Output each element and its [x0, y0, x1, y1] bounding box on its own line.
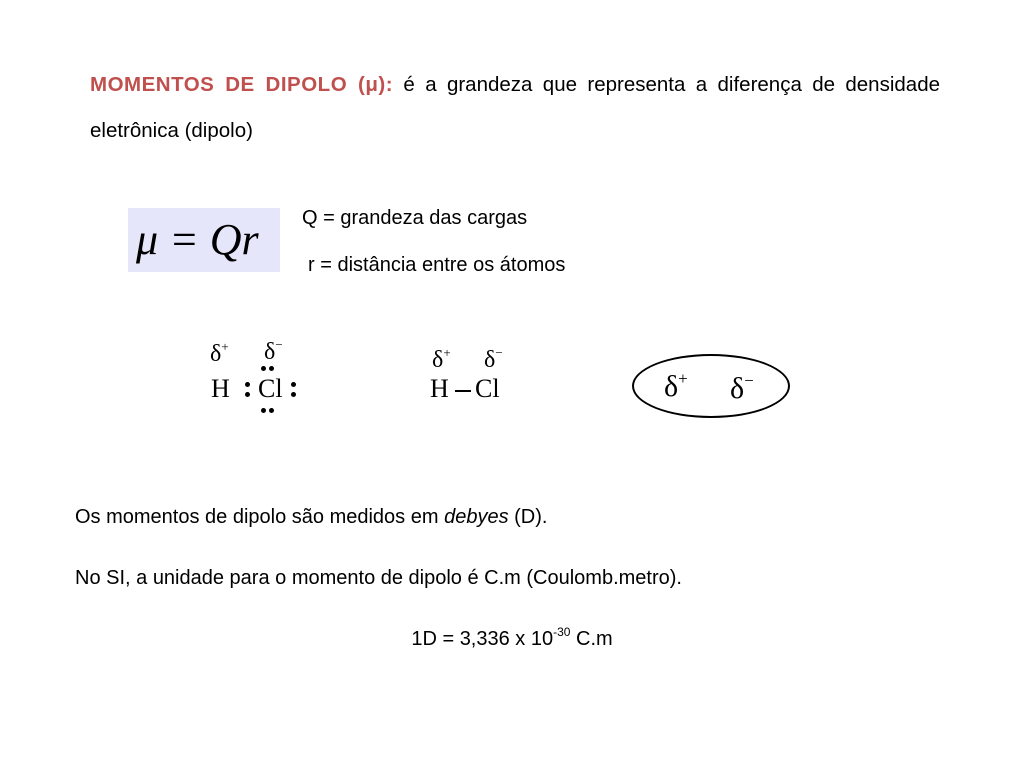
electron-dot [269, 366, 274, 371]
hydrogen-atom: H [211, 374, 230, 403]
electron-dot [261, 408, 266, 413]
covalent-bond [455, 390, 471, 392]
electron-dot [269, 408, 274, 413]
dipole-moment-definition: é a grandeza que representa a diferença de densidade eletrônica (dipolo) [90, 73, 940, 142]
conversion-equation: 1D = 3,336 x $10^{-30}$ C.m [411, 625, 613, 650]
electron-dot [291, 382, 296, 387]
delta-plus-label: δ+ [432, 345, 451, 373]
si-unit-text: No SI, a unidade para o momento de dipolo é C.m (Coulomb.metro). [75, 567, 682, 589]
hydrogen-atom: H [430, 374, 449, 403]
debyes-term: debyes [444, 506, 509, 528]
electron-dot [261, 366, 266, 371]
delta-plus-label: δ+ [210, 339, 229, 367]
dipole-formula: μ = Qr [136, 215, 259, 264]
definition-q: Q = grandeza das cargas [302, 207, 528, 229]
chlorine-atom: Cl [258, 374, 283, 403]
chlorine-atom: Cl [475, 374, 500, 403]
delta-minus-label: δ− [484, 345, 503, 373]
electron-dot [291, 392, 296, 397]
delta-minus-label: δ− [264, 337, 283, 365]
dipole-ellipse [632, 354, 790, 418]
debye-unit-text: Os momentos de dipolo são medidos em debyes (D). [75, 506, 548, 528]
delta-plus-label: δ+ [664, 369, 688, 403]
dipole-moment-term: MOMENTOS DE DIPOLO (μ): [90, 73, 394, 96]
intro-paragraph [90, 62, 940, 154]
electron-dot [245, 392, 250, 397]
formula-box [128, 208, 280, 272]
lewis-structure-diagram [208, 337, 318, 420]
definition-r: r = distância entre os átomos [308, 254, 566, 276]
electron-dot [245, 382, 250, 387]
delta-minus-label: δ− [730, 371, 754, 405]
line-bond-diagram [428, 346, 528, 406]
